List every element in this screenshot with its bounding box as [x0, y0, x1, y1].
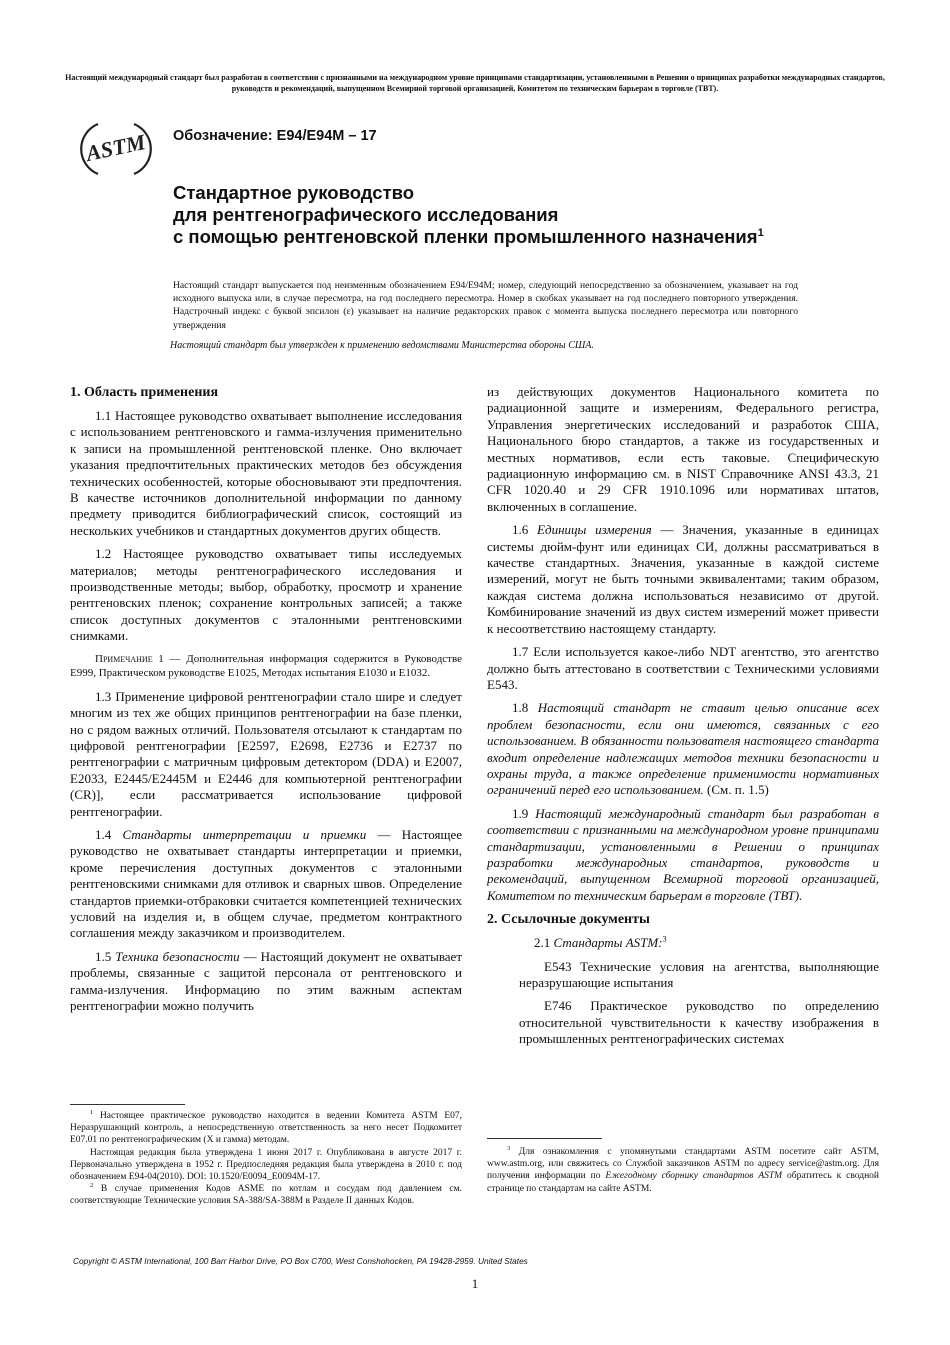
- paragraph-1-1: 1.1 Настоящее руководство охватывает выполнение исследования с использованием рентгеновского и гамма-излучения применительно к записи на промышленной рентгеновской пленке. Оно включает указания предпочтительных практических методов без обсуждения технических особенностей, которые обосновывают эти предпочтения. В качестве источников дополнительной информации по данному предмету приводится библиографический список, состоящий из нескольких учебников и стандартных документов других обществ.: [70, 408, 462, 538]
- footnote-rule-left: [70, 1104, 185, 1105]
- paragraph-1-2: 1.2 Настоящее руководство охватывает типы исследуемых материалов; методы рентгенографического исследования и производственные методы; выбор, обработку, просмотр и хранение рентгеновских пленок; сохранение контрольных записей; а также список доступных документов с эталонными рентгеновскими снимками.: [70, 546, 462, 644]
- designation: Обозначение: E94/E94M – 17: [173, 128, 377, 144]
- paragraph-1-3: 1.3 Применение цифровой рентгенографии стало шире и следует многим из тех же общих принципов рентгенографии на базе пленки, но с рядом важных отличий. Пользователя отсылают к стандартам по цифровой рентгенографии [E2597, E2698, E2736 и E2737 по рентгенографии с матричным цифровым детектором (DDA) и E2007, E2033, E2445/E2445M и E2446 для компьютерной рентгенографии (CR)], если рассматривается использование цифровой рентгенографии.: [70, 688, 462, 819]
- paragraph-1-5-number: 1.5: [95, 948, 112, 964]
- footnote-2-text: В случае применения Кодов ASME по котлам и сосудам под давлением см. соответствующие Технические условия SA-388/SA-388M в Разделе II данных Кодов.: [70, 1184, 463, 1207]
- footnote-rule-right: [487, 1138, 602, 1139]
- footnotes-right: [487, 1146, 879, 1195]
- paragraph-1-8-ref: (См. п. 1.5): [703, 782, 769, 798]
- note-1: [70, 652, 462, 680]
- paragraph-1-4-number: 1.4: [95, 826, 112, 842]
- right-column: [487, 384, 879, 1055]
- page-number: 1: [471, 1276, 479, 1291]
- astm-logo-text: ASTM: [83, 129, 148, 166]
- paragraph-1-9-text: Настоящий международный стандарт был разработан в соответствии с признанными на международном уровне принципами стандартизации, установленными в Решении о принципах разработки международных стандартов, руководств и рекомендаций, выпущенном Всемирной торговой организацией, Комитетом по техническим барьерам в торговле (ТВТ).: [487, 805, 880, 903]
- reference-e543: E543 Технические условия на агентства, выполняющие неразрушающие испытания: [519, 958, 879, 990]
- paragraph-2-1-title: Стандарты ASTM:: [553, 935, 663, 951]
- paragraph-2-1: [487, 935, 879, 951]
- copyright-line: Copyright © ASTM International, 100 Barr Harbor Drive, PO Box C700, West Conshohocken, PA 19428-2959. United States: [73, 1256, 528, 1266]
- issue-note: Настоящий стандарт выпускается под неизменным обозначением E94/E94M; номер, следующий непосредственно за обозначением, указывает на год исходного выпуска или, в случае пересмотра, на год последнего пересмотра. Номер в скобках указывает на год последнего повторного утверждения. Надстрочный индекс с буквой эпсилон (ε) указывает на наличие редакторских правок с момента выпуска последнего пересмотра или повторного утверждения: [173, 280, 798, 331]
- paragraph-2-1-number: 2.1: [534, 935, 551, 951]
- footnote-1b: Настоящая редакция была утверждена 1 июня 2017 г. Опубликована в августе 2017 г. Первоначально утверждена в 1952 г. Предпоследняя редакция была утверждена в 2010 г. под обозначением E94-04(2010). DOI: 10.1520/E0094_E0094M-17.: [70, 1147, 462, 1183]
- title-footnote-mark: 1: [757, 226, 764, 239]
- title-line-2: для рентгенографического исследования: [173, 204, 559, 225]
- note-1-text: — Дополнительная информация содержится в Руководстве E999, Практическом руководстве E1025, Методах испытания E1030 и E1032.: [70, 652, 462, 679]
- paragraph-1-6-title: Единицы измерения: [537, 522, 652, 538]
- footnote-3: [487, 1146, 879, 1195]
- footnote-1-mark: 1: [90, 1108, 94, 1116]
- section-2-heading: 2. Ссылочные документы: [487, 912, 650, 928]
- paragraph-2-1-footnote-mark: 3: [662, 934, 667, 944]
- paragraph-1-9: [487, 806, 879, 904]
- paragraph-1-6-number: 1.6: [512, 522, 529, 538]
- reference-e746: E746 Практическое руководство по определению относительной чувствительности к качеству изображения в промышленных рентгенографических системах: [519, 998, 879, 1047]
- footnote-3-text-b: обратитесь к сводной странице по стандартам на сайте ASTM.: [487, 1171, 879, 1194]
- paragraph-1-4-text: — Настоящее руководство не охватывает стандарты интерпретации и приемки, кроме перечисления доступных документов с эталонными рентгеновскими снимками для отливок и сварных швов. Определение стандартов приемки-отбраковки считается компетенцией технических условий на изделия и, в общем случае, предметом контрактного соглашения между заказчиком и производителем.: [70, 826, 462, 941]
- approval-statement: Настоящий стандарт был утвержден к применению ведомствами Министерства обороны США.: [170, 340, 594, 351]
- document-title: [173, 182, 873, 248]
- astm-logo: [76, 118, 156, 180]
- paragraph-1-5-continued: из действующих документов Национального комитета по радиационной защите и измерениям, Федерального регистра, Управления энергетических исследований и разработок США, Национального бюро стандартов, а также из государственных и местных нормативов, если есть таковые. Специфическую радиационную информацию см. в NIST Справочнике ANSI 43.3, 21 CFR 1020.40 и 29 CFR 1910.1096 или нормативах штатов, включенных в соглашение.: [487, 384, 879, 514]
- paragraph-1-5-title: Техника безопасности: [115, 948, 240, 964]
- paragraph-1-6-text: — Значения, указанные в единицах системы дюйм-фунт или единицах СИ, должны рассматриваться в качестве стандартных. Значения, указанные в каждой системе измерений, могут не быть точными эквивалентами; таким образом, каждая система должна использоваться независимо от другой. Комбинирование значений из двух систем измерений может привести к несоответствию настоящему стандарту.: [487, 522, 879, 636]
- paragraph-1-8: [487, 700, 879, 798]
- paragraph-1-4-title: Стандарты интерпретации и приемки: [122, 826, 367, 842]
- title-line-3: [173, 226, 873, 248]
- paragraph-1-5: [70, 949, 462, 1015]
- footnote-3-italic: Ежегодному сборнику стандартов ASTM: [605, 1171, 783, 1182]
- footnote-1a: [70, 1110, 462, 1147]
- footnote-2-mark: 2: [90, 1182, 94, 1190]
- paragraph-1-7: 1.7 Если используется какое-либо NDT агентство, это агентство должно быть аттестовано в соответствии с Техническими условиями E543.: [487, 644, 879, 692]
- paragraph-1-8-text: Настоящий стандарт не ставит целью описание всех проблем безопасности, если они имеются, связанных с его использованием. В обязанности пользователя настоящего стандарта входит определение надлежащих методов техники безопасности и охраны труда, а также определение применимости нормативных ограничений перед его использованием.: [487, 700, 879, 798]
- paragraph-1-8-number: 1.8: [512, 700, 529, 716]
- section-1-heading: 1. Область применения: [70, 385, 219, 400]
- footnote-3-mark: 3: [507, 1144, 511, 1152]
- paragraph-1-5-text: — Настоящий документ не охватывает проблемы, связанные с защитой персонала от рентгеновского и гамма-излучения. Информацию по этим важным аспектам рентгенографии можно получить: [70, 948, 463, 1013]
- footnote-3-text-a: Для ознакомления с упомянутыми стандартами ASTM посетите сайт ASTM, www.astm.org, или свяжитесь со Службой заказчиков ASTM по адресу service@astm.org. Для получения информации по: [487, 1147, 880, 1182]
- international-standard-notice: Настоящий международный стандарт был разработан в соответствии с признанными на международном уровне принципами стандартизации, установленными в Решении о принципах разработки международных стандартов, руководств и рекомендаций, выпущенном Всемирной торговой организацией, Комитетом по техническим барьерам в торговле (ТВТ).: [65, 73, 885, 93]
- footnote-1a-text: Настоящее практическое руководство находится в ведении Комитета ASTM E07, Неразрушающий контроль, а непосредственную ответственность за него несет Подкомитет E07.01 по рентгенографическим (X и гамма) методам.: [70, 1111, 463, 1146]
- footnote-2: [70, 1183, 462, 1207]
- paragraph-1-9-number: 1.9: [512, 805, 529, 821]
- title-line-3-text: с помощью рентгеновской пленки промышленного назначения: [173, 226, 758, 247]
- note-1-label: Примечание 1: [95, 652, 164, 665]
- title-line-1: Стандартное руководство: [173, 182, 415, 203]
- paragraph-1-6: [487, 522, 879, 637]
- footnotes-left: [70, 1110, 462, 1208]
- paragraph-1-4: [70, 827, 462, 942]
- left-column: [70, 384, 462, 1021]
